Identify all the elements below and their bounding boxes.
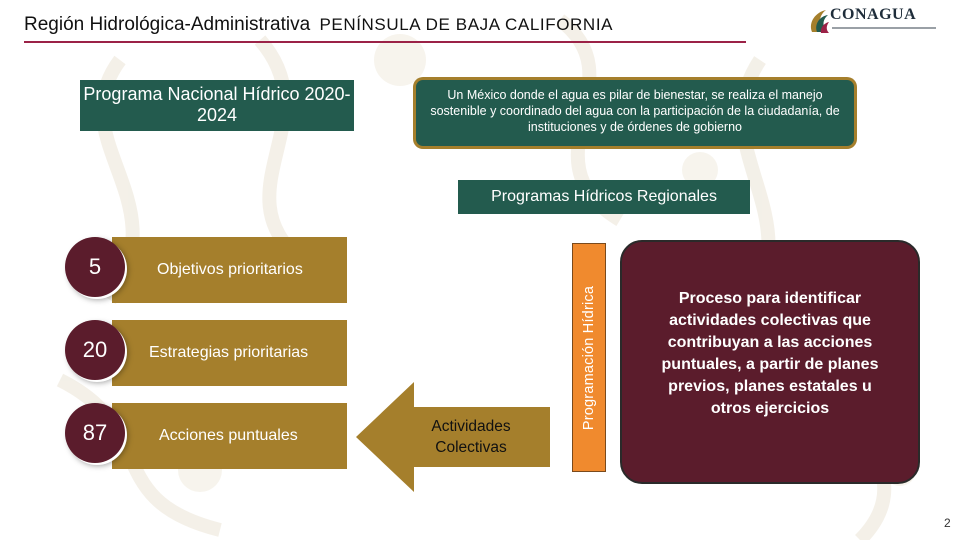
header-divider [24,41,746,43]
logo-subline [832,27,936,29]
objectives-count: 5 [65,237,125,297]
regional-programs-header: Programas Hídricos Regionales [458,180,750,214]
region-name: PENÍNSULA DE BAJA CALIFORNIA [319,15,614,34]
process-description-box: Proceso para identificar actividades colectivas que contribuyan a las acciones puntuales, a partir de planes previos, planes estatales u otros ejercicios [620,240,920,484]
objectives-bar [112,237,347,303]
strategies-label: Estrategias prioritarias [149,344,309,361]
objectives-label: Objetivos prioritarios [157,261,303,278]
strategies-count: 20 [65,320,125,380]
actions-label: Acciones puntuales [159,427,298,444]
logo-wordmark: CONAGUA [830,6,917,23]
program-title-box: Programa Nacional Hídrico 2020-2024 [80,80,354,131]
title-text: Región Hidrológica-Administrativa [24,14,311,35]
vision-statement: Un México donde el agua es pilar de bienestar, se realiza el manejo sostenible y coordinado del agua con la participación de la ciudadanía, de instituciones y de órdenes de gobierno [416,80,854,146]
page-title [24,14,613,36]
programming-label: Programación Hídrica [581,285,597,430]
actions-bar [112,403,347,469]
page-number: 2 [944,516,951,530]
actions-count: 87 [65,403,125,463]
programming-band [572,243,606,472]
strategies-bar [112,320,347,386]
collective-activities-label: Actividades Colectivas [431,418,511,456]
